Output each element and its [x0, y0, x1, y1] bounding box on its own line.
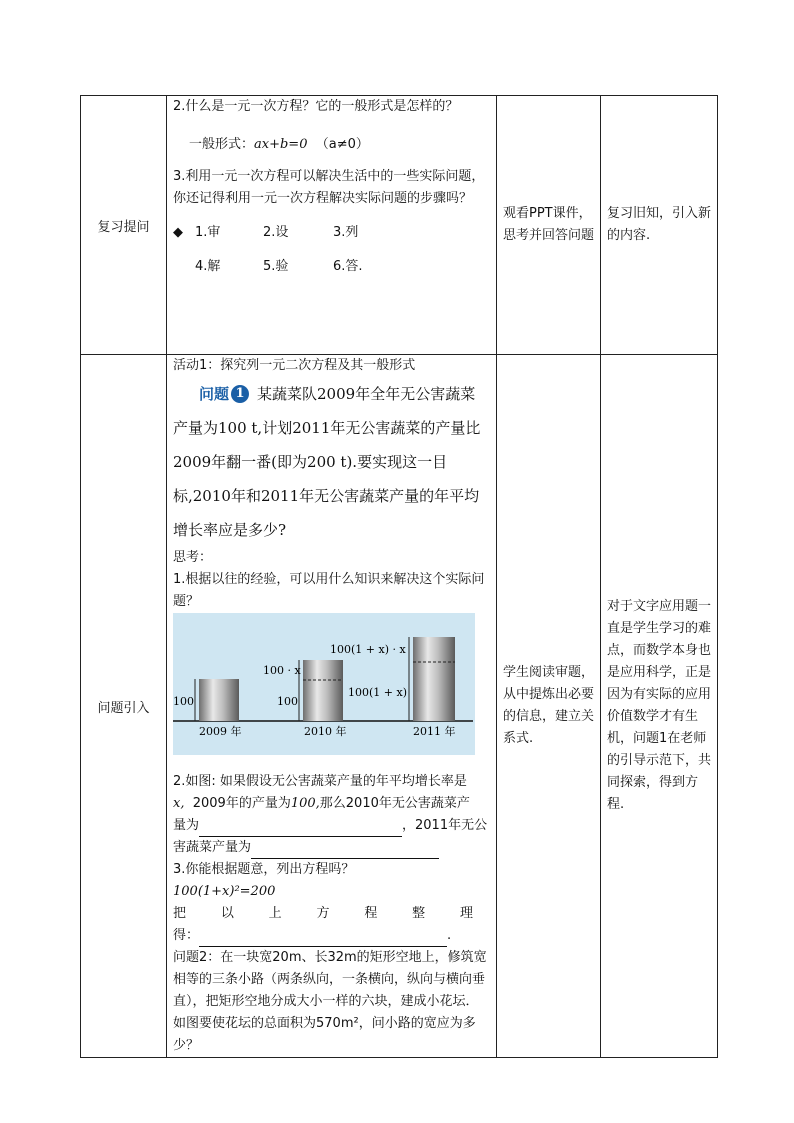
student-activity-2: 学生阅读审题，从中提炼出必要的信息，建立关系式.: [497, 355, 601, 1058]
intro-content: [167, 355, 497, 1058]
design-intent-2: 对于文字应用题一直是学生学习的难点，而数学本身也是应用科学，正是因为有实际的应用价值数学才有生机，问题1在老师的引导示范下，共同探索，得到方程.: [601, 355, 718, 1058]
problem-1: 问题 1 某蔬菜队2009年全年无公害蔬菜产量为100 t,计划2011年无公害蔬菜的产量比2009年翻一番(即为200 t).要实现这一目标,2010年和2011年无公害蔬菜产量的年平均增长率应是多少?: [173, 385, 481, 539]
section-review: [81, 96, 167, 355]
bar-2010: [303, 660, 343, 721]
lesson-table: [80, 95, 718, 1058]
think-2-line4: 害蔬菜产量为: [173, 837, 490, 859]
section-label: 问题引入: [97, 700, 150, 716]
blank-2010: [199, 822, 402, 837]
blank-2011: [251, 844, 439, 859]
label-2010-base: 100: [277, 695, 298, 708]
general-form: 一般形式：ax+b=0 （a≠0）: [189, 137, 369, 152]
label-2011-base: 100(1 + x): [348, 686, 407, 699]
section-intro: [81, 355, 167, 1058]
label-year-2010: 2010 年: [304, 725, 347, 738]
growth-figure: [173, 613, 475, 755]
think-2: 2.如图: 如果假设无公害蔬菜产量的年平均增长率是: [173, 774, 467, 789]
arrange-answer: 得： .: [173, 925, 490, 947]
label-2011-growth: 100(1 + x) · x: [330, 643, 406, 656]
design-intent-1: 复习旧知，引入新的内容.: [601, 96, 718, 355]
blank-arrange: [199, 932, 447, 947]
bar-2011: [413, 637, 455, 721]
equation: 100(1+x)²=200: [173, 884, 276, 899]
label-2010-growth: 100 · x: [263, 664, 301, 677]
steps-row-2: 4.解 5.验 6.答.: [195, 259, 363, 274]
question-2: 2.什么是一元一次方程？它的一般形式是怎样的？: [173, 99, 459, 114]
section-label: 复习提问: [97, 219, 150, 235]
label-2009-value: 100: [173, 695, 194, 708]
student-activity-1: 观看PPT课件，思考并回答问题: [497, 96, 601, 355]
think-3: 3.你能根据题意，列出方程吗？: [173, 862, 355, 877]
question-3: 3.利用一元一次方程可以解决生活中的一些实际问题，你还记得利用一元一次方程解决实际问题的步骤吗？: [173, 169, 485, 206]
diamond-bullet-icon: ◆: [173, 225, 183, 240]
label-year-2011: 2011 年: [413, 725, 456, 738]
think-1: 1.根据以往的经验，可以用什么知识来解决这个实际问题？: [173, 572, 485, 609]
steps-row-1: ◆ 1.审 2.设 3.列: [173, 222, 490, 244]
think-2-line2: x, 2009年的产量为100,那么2010年无公害蔬菜产: [173, 796, 470, 811]
circled-number-icon: 1: [231, 385, 249, 403]
review-content: [167, 96, 497, 355]
problem-2: 问题2：在一块宽20m、长32m的矩形空地上，修筑宽相等的三条小路（两条纵向，一条横向，纵向与横向垂直），把矩形空地分成大小一样的六块，建成小花坛．如图要使花坛的总面积为570m²，问小路的宽应为多少？: [173, 950, 487, 1053]
think-2-line3: 量为 ，2011年无公: [173, 815, 490, 837]
arrange-line: 把 以 上 方 程 整 理: [173, 906, 473, 921]
think-label: 思考：: [173, 550, 213, 565]
activity-title: 活动1：探究列一元二次方程及其一般形式: [173, 358, 416, 373]
bar-2009: [199, 679, 239, 721]
label-year-2009: 2009 年: [199, 725, 242, 738]
